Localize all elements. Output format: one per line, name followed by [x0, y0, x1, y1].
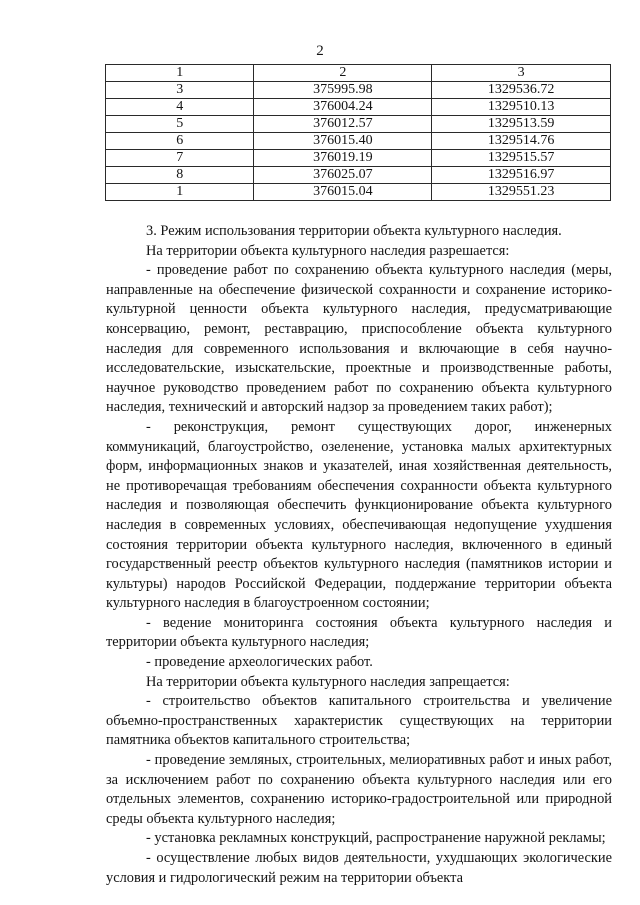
table-row — [106, 99, 611, 116]
table-cell: 1329515.57 — [432, 150, 611, 167]
allowed-item: - проведение работ по сохранению объекта культурного наследия (меры, направленные на обеспечение физической сохранности и сохранение историко-культурной ценности объекта культурного наследия, предусматривающие консервацию, ремонт, реставрацию, приспособление объекта культурного наследия для современного использования и включающие в себя научно-исследовательские, изыскательские, проектные и производственные работы, научное руководство проведением работ по сохранению объекта культурного наследия, технический и авторский надзор за проведением таких работ); — [106, 262, 612, 416]
table-cell: 7 — [106, 150, 254, 167]
table-header-cell: 2 — [254, 65, 432, 82]
table-row — [106, 167, 611, 184]
table-row — [106, 116, 611, 133]
allowed-item: - проведение археологических работ. — [146, 654, 373, 671]
table-cell: 1329551.23 — [432, 184, 611, 201]
coordinates-table — [105, 64, 611, 201]
table-row — [106, 133, 611, 150]
table-cell: 376012.57 — [254, 116, 432, 133]
table-header-cell: 1 — [106, 65, 254, 82]
table-row — [106, 184, 611, 201]
table-cell: 1329536.72 — [432, 82, 611, 99]
allowed-item: - ведение мониторинга состояния объекта культурного наследия и территории объекта культурного наследия; — [106, 614, 612, 651]
table-cell: 376015.04 — [254, 184, 432, 201]
table-cell: 8 — [106, 167, 254, 184]
table-row — [106, 82, 611, 99]
forbidden-item: - осуществление любых видов деятельности, ухудшающих экологические условия и гидрологический режим на территории объекта — [106, 850, 612, 886]
table-cell: 376004.24 — [254, 99, 432, 116]
document-body — [106, 222, 612, 888]
table-cell: 5 — [106, 116, 254, 133]
table-cell: 1329513.59 — [432, 116, 611, 133]
section-heading: 3. Режим использования территории объекта культурного наследия. — [146, 223, 562, 239]
table-cell: 375995.98 — [254, 82, 432, 99]
allowed-item: - реконструкция, ремонт существующих дорог, инженерных коммуникаций, благоустройство, озеленение, установка малых архитектурных форм, информационных знаков и указателей, иная хозяйственная деятельность, не противоречащая требованиям обеспечения сохранности объекта культурного наследия и позволяющая обеспечить функционирование объекта культурного наследия в современных условиях, обеспечивающая недопущение ухудшения состояния территории объекта культурного наследия, включенного в единый государственный реестр объектов культурного наследия (памятников истории и культуры) народов Российской Федерации, поддержание территории объекта культурного наследия в благоустроенном состоянии; — [106, 418, 612, 612]
forbidden-item: - установка рекламных конструкций, распространение наружной рекламы; — [146, 830, 606, 847]
page-number: 2 — [316, 43, 324, 59]
forbidden-item: - строительство объектов капитального строительства и увеличение объемно-пространственных характеристик существующих на территории памятника объектов капитального строительства; — [106, 693, 612, 749]
table-cell: 6 — [106, 133, 254, 150]
table-cell: 1329510.13 — [432, 99, 611, 116]
table-cell: 376015.40 — [254, 133, 432, 150]
table-header-row — [106, 65, 611, 82]
forbidden-item: - проведение земляных, строительных, мелиоративных работ и иных работ, за исключением работ по сохранению объекта культурного наследия или его отдельных элементов, сохранению историко-градостроительной или природной среды объекта культурного наследия; — [106, 752, 612, 827]
table-cell: 1 — [106, 184, 254, 201]
table-cell: 1329516.97 — [432, 167, 611, 184]
forbidden-intro: На территории объекта культурного наследия запрещается: — [146, 673, 510, 690]
allowed-intro: На территории объекта культурного наследия разрешается: — [146, 242, 510, 259]
table-cell: 376019.19 — [254, 150, 432, 167]
table-cell: 4 — [106, 99, 254, 116]
table-row — [106, 150, 611, 167]
table-cell: 1329514.76 — [432, 133, 611, 150]
table-cell: 3 — [106, 82, 254, 99]
table-header-cell: 3 — [432, 65, 611, 82]
table-cell: 376025.07 — [254, 167, 432, 184]
